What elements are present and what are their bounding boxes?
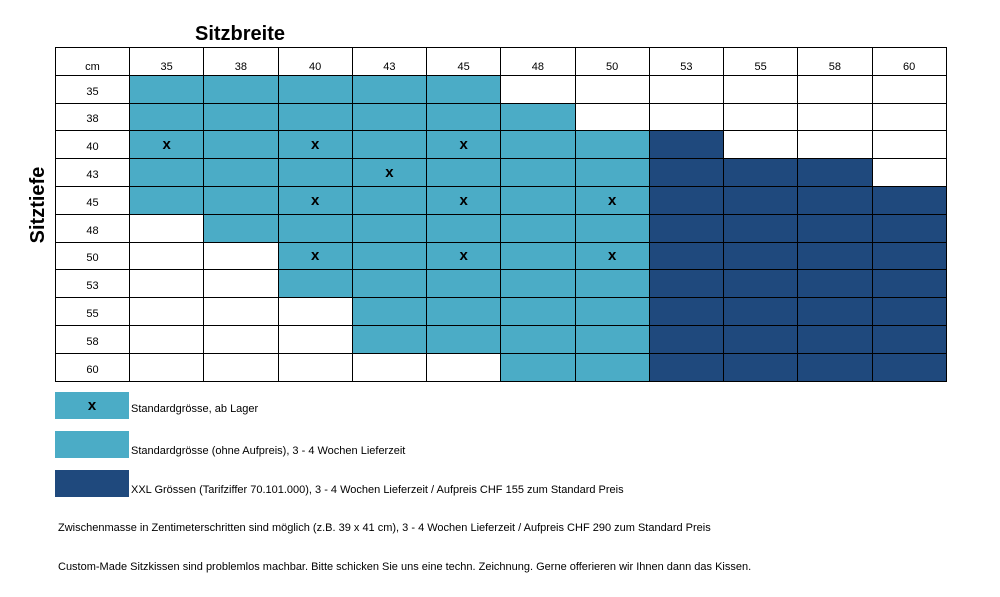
stock-mark: x [607, 247, 617, 265]
column-axis-title: Sitzbreite [195, 23, 286, 45]
grid-cell [204, 298, 278, 326]
grid-cell [353, 270, 427, 298]
grid-cell [501, 326, 575, 354]
grid-cell [130, 326, 204, 354]
grid-cell [576, 326, 650, 354]
column-header: 48 [501, 48, 575, 76]
grid-cell [724, 159, 798, 187]
grid-cell [427, 270, 501, 298]
row-header: 53 [56, 270, 130, 298]
grid-cell [204, 270, 278, 298]
grid-cell [130, 243, 204, 271]
legend-swatch-xxl [55, 470, 129, 497]
column-header: 55 [724, 48, 798, 76]
column-header: 53 [650, 48, 724, 76]
grid-cell [130, 270, 204, 298]
grid-cell [798, 76, 872, 104]
grid-cell [873, 298, 947, 326]
grid-cell [576, 243, 650, 271]
column-header: 45 [427, 48, 501, 76]
stock-mark: x [310, 136, 320, 154]
grid-cell [427, 76, 501, 104]
grid-cell [353, 354, 427, 382]
grid-cell [650, 104, 724, 132]
grid-cell [501, 104, 575, 132]
grid-cell [353, 159, 427, 187]
grid-cell [724, 354, 798, 382]
grid-cell [353, 326, 427, 354]
legend-label-xxl: XXL Grössen (Tarifziffer 70.101.000), 3 - 4 Wochen Lieferzeit / Aufpreis CHF 155 zum Standard Preis [131, 484, 624, 496]
grid-cell [279, 187, 353, 215]
grid-cell [353, 298, 427, 326]
legend-swatch-stock [55, 392, 129, 419]
grid-cell [798, 131, 872, 159]
grid-cell [650, 270, 724, 298]
column-header: 38 [204, 48, 278, 76]
grid-cell [279, 159, 353, 187]
row-header: 35 [56, 76, 130, 104]
row-header: 60 [56, 354, 130, 382]
grid-cell [873, 326, 947, 354]
row-header: 40 [56, 131, 130, 159]
grid-cell [576, 131, 650, 159]
grid-cell [724, 76, 798, 104]
grid-cell [130, 215, 204, 243]
grid-cell [798, 104, 872, 132]
stock-mark: x [162, 136, 171, 154]
grid-cell [798, 243, 872, 271]
grid-cell [576, 187, 650, 215]
grid-cell [650, 243, 724, 271]
grid-cell [204, 76, 278, 104]
grid-cell [576, 104, 650, 132]
grid-cell [650, 215, 724, 243]
grid-cell [130, 298, 204, 326]
grid-cell [427, 215, 501, 243]
grid-cell [724, 104, 798, 132]
grid-cell [130, 354, 204, 382]
grid-cell [724, 270, 798, 298]
corner-unit-label: cm [56, 48, 130, 76]
legend-label-stock: Standardgrösse, ab Lager [131, 403, 259, 415]
grid-cell [353, 243, 427, 271]
grid-cell [130, 131, 204, 159]
legend-stock-mark: x [87, 397, 97, 414]
grid-cell [353, 104, 427, 132]
grid-cell [798, 215, 872, 243]
grid-cell [353, 76, 427, 104]
column-header: 43 [353, 48, 427, 76]
grid-cell [353, 215, 427, 243]
grid-cell [279, 298, 353, 326]
grid-cell [650, 326, 724, 354]
row-axis-title: Sitztiefe [27, 166, 49, 244]
grid-cell [279, 131, 353, 159]
grid-cell [873, 76, 947, 104]
legend-label-standard: Standardgrösse (ohne Aufpreis), 3 - 4 Wochen Lieferzeit [131, 445, 406, 457]
grid-cell [650, 159, 724, 187]
grid-cell [798, 159, 872, 187]
column-header: 50 [576, 48, 650, 76]
row-header: 50 [56, 243, 130, 271]
grid-cell [501, 76, 575, 104]
grid-cell [204, 354, 278, 382]
grid-cell [427, 326, 501, 354]
grid-cell [873, 354, 947, 382]
row-header: 38 [56, 104, 130, 132]
grid-cell [873, 159, 947, 187]
grid-cell [279, 76, 353, 104]
grid-cell [650, 187, 724, 215]
row-header: 58 [56, 326, 130, 354]
stock-mark: x [459, 191, 468, 209]
grid-cell [798, 326, 872, 354]
grid-cell [501, 243, 575, 271]
column-header: 35 [130, 48, 204, 76]
grid-cell [279, 326, 353, 354]
legend-swatch-standard [55, 431, 129, 458]
grid-cell [650, 131, 724, 159]
grid-cell [501, 159, 575, 187]
grid-cell [427, 243, 501, 271]
grid-cell [576, 354, 650, 382]
grid-cell [130, 159, 204, 187]
grid-cell [873, 270, 947, 298]
grid-cell [204, 159, 278, 187]
grid-cell [427, 298, 501, 326]
grid-cell [427, 187, 501, 215]
grid-cell [204, 187, 278, 215]
grid-cell [798, 187, 872, 215]
grid-cell [873, 243, 947, 271]
row-header: 45 [56, 187, 130, 215]
grid-cell [576, 159, 650, 187]
stock-mark: x [459, 136, 468, 154]
row-header: 48 [56, 215, 130, 243]
grid-cell [724, 131, 798, 159]
stock-mark: x [385, 164, 394, 182]
grid-cell [798, 270, 872, 298]
grid-cell [279, 215, 353, 243]
grid-cell [501, 354, 575, 382]
grid-cell [427, 354, 501, 382]
grid-cell [501, 131, 575, 159]
grid-cell [204, 215, 278, 243]
grid-cell [798, 298, 872, 326]
grid-cell [873, 104, 947, 132]
grid-cell [204, 104, 278, 132]
grid-cell [576, 298, 650, 326]
grid-cell [724, 298, 798, 326]
grid-cell [353, 131, 427, 159]
row-header: 55 [56, 298, 130, 326]
grid-cell [873, 215, 947, 243]
grid-cell [873, 131, 947, 159]
note-intermediate-sizes: Zwischenmasse in Zentimeterschritten sind möglich (z.B. 39 x 41 cm), 3 - 4 Wochen Lieferzeit / Aufpreis CHF 290 zum Standard Preis [58, 522, 711, 534]
grid-cell [650, 354, 724, 382]
grid-cell [501, 215, 575, 243]
grid-cell [501, 298, 575, 326]
grid-cell [279, 243, 353, 271]
grid-cell [724, 187, 798, 215]
grid-cell [724, 326, 798, 354]
column-header: 60 [873, 48, 947, 76]
grid-cell [130, 76, 204, 104]
grid-cell [427, 131, 501, 159]
grid-cell [204, 131, 278, 159]
grid-cell [279, 104, 353, 132]
grid-cell [576, 76, 650, 104]
grid-cell [130, 187, 204, 215]
size-grid [55, 47, 947, 382]
grid-cell [576, 270, 650, 298]
stock-mark: x [607, 191, 617, 209]
grid-cell [279, 354, 353, 382]
grid-cell [724, 243, 798, 271]
grid-cell [279, 270, 353, 298]
stock-mark: x [459, 247, 468, 265]
stock-mark: x [310, 247, 320, 265]
note-custom-made: Custom-Made Sitzkissen sind problemlos machbar. Bitte schicken Sie uns eine techn. Zeichnung. Gerne offerieren wir Ihnen dann das Kissen. [58, 561, 752, 573]
grid-cell [724, 215, 798, 243]
column-header: 58 [798, 48, 872, 76]
grid-cell [427, 159, 501, 187]
grid-cell [873, 187, 947, 215]
grid-cell [204, 326, 278, 354]
grid-cell [798, 354, 872, 382]
grid-cell [650, 76, 724, 104]
stock-mark: x [310, 191, 320, 209]
grid-cell [204, 243, 278, 271]
grid-cell [501, 187, 575, 215]
grid-cell [427, 104, 501, 132]
column-header: 40 [279, 48, 353, 76]
row-axis-title-wrapper [16, 160, 60, 250]
grid-cell [353, 187, 427, 215]
grid-cell [576, 215, 650, 243]
grid-cell [501, 270, 575, 298]
row-header: 43 [56, 159, 130, 187]
grid-cell [650, 298, 724, 326]
grid-cell [130, 104, 204, 132]
